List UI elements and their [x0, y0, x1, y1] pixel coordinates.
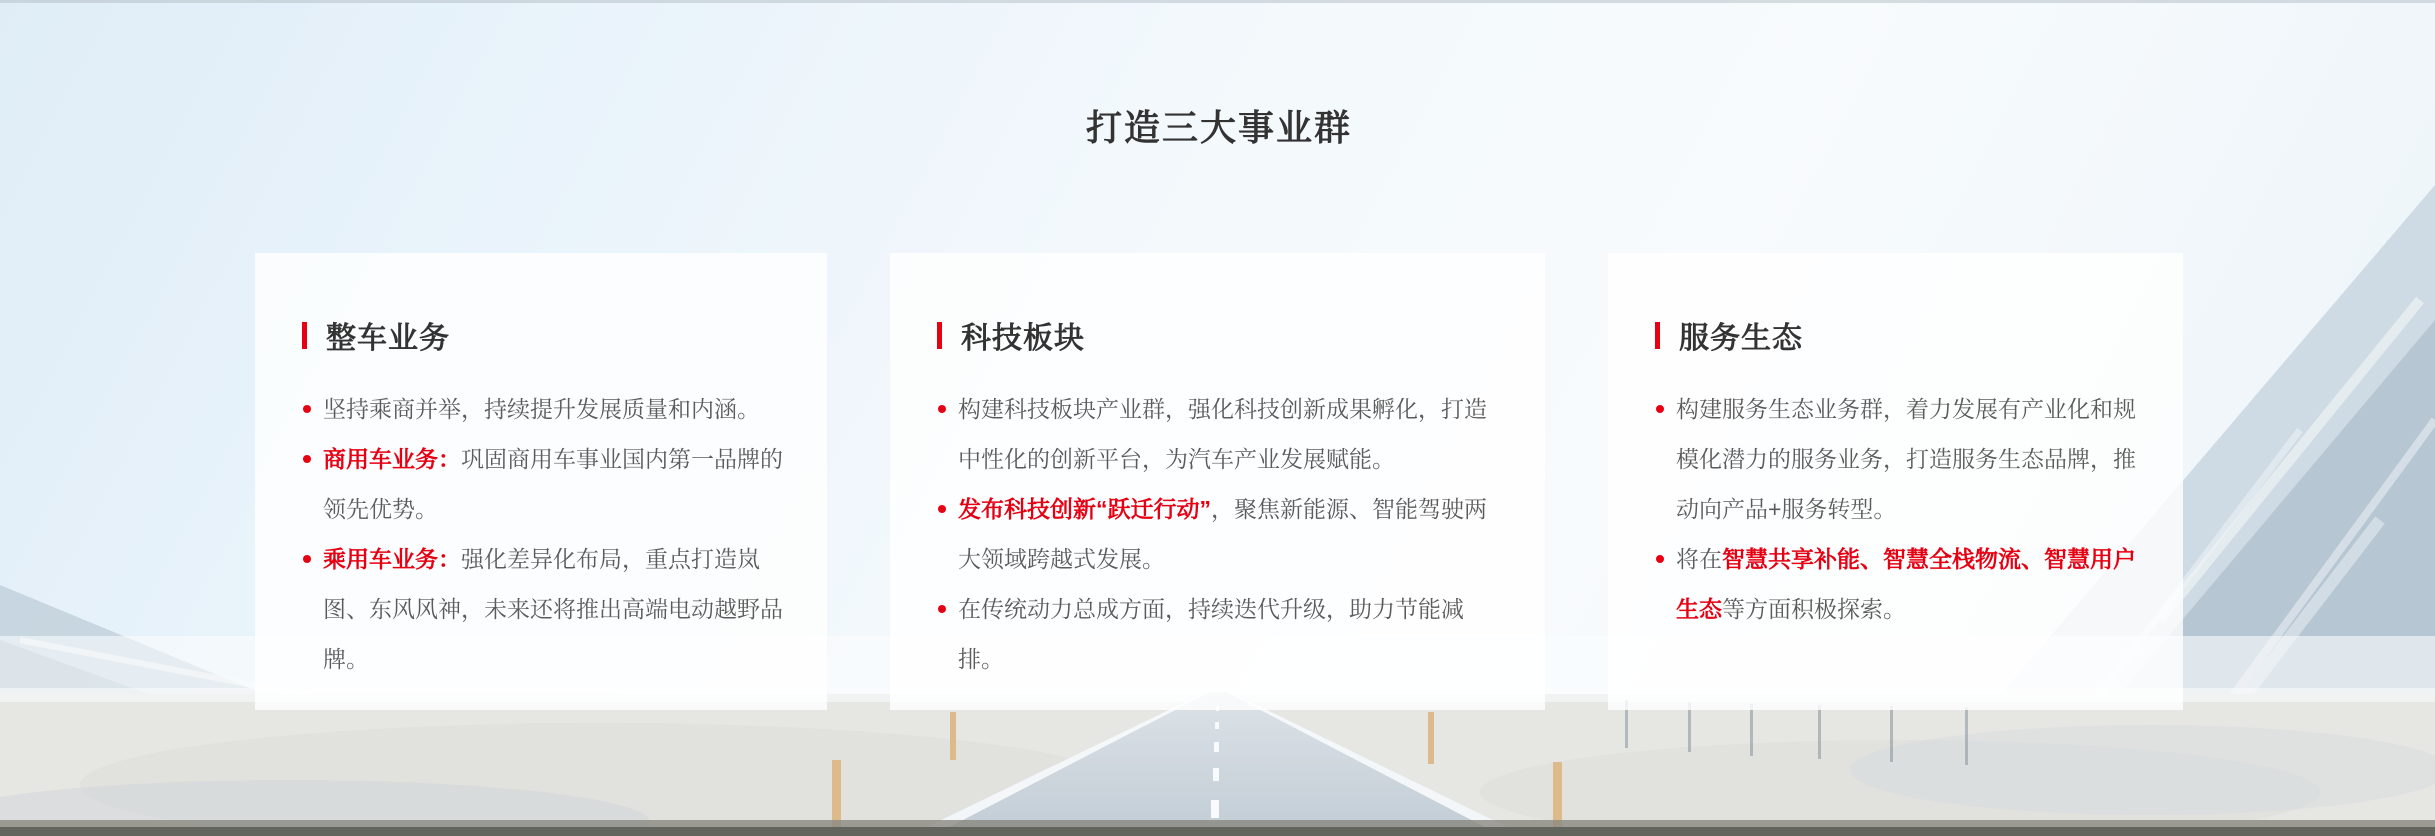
- business-groups-section: [255, 253, 2183, 710]
- card-title: 服务生态: [1679, 322, 1803, 355]
- bullet-dot-icon: [303, 455, 311, 463]
- bullet-text-emphasis: 发布科技创新“跃迁行动”: [958, 496, 1211, 522]
- card-technology-sector: [890, 253, 1545, 710]
- bullet-item: [937, 584, 1501, 684]
- card-heading: [1655, 313, 2139, 357]
- card-heading: [302, 313, 783, 357]
- bullet-dot-icon: [1656, 405, 1664, 413]
- bullet-text-emphasis: 智慧共享补能、智慧全栈物流、智慧用户生态: [1676, 546, 2136, 622]
- bullet-text: 构建科技板块产业群，强化科技创新成果孵化，打造中性化的创新平台，为汽车产业发展赋能。: [958, 396, 1487, 472]
- red-bar-icon: [302, 322, 307, 349]
- bullet-item: [1655, 384, 2139, 534]
- page-title: 打造三大事业群: [1085, 107, 1352, 148]
- card-vehicle-business: [255, 253, 827, 710]
- bullet-item: [1655, 534, 2139, 634]
- bullet-item: [302, 534, 783, 684]
- red-bar-icon: [937, 322, 942, 349]
- bullet-text: 巩固商用车事业国内第一品牌的领先优势。: [323, 446, 783, 522]
- card-service-ecosystem: [1608, 253, 2183, 710]
- bullet-dot-icon: [303, 405, 311, 413]
- bullet-dot-icon: [938, 505, 946, 513]
- bullet-dot-icon: [938, 605, 946, 613]
- red-bar-icon: [1655, 322, 1660, 349]
- bullet-text: 构建服务生态业务群，着力发展有产业化和规模化潜力的服务业务，打造服务生态品牌，推动向产品+服务转型。: [1676, 396, 2136, 522]
- card-title: 科技板块: [961, 322, 1085, 355]
- card-heading: [937, 313, 1501, 357]
- bullet-text: 在传统动力总成方面，持续迭代升级，助力节能减排。: [958, 596, 1464, 672]
- bullet-list: [302, 384, 783, 684]
- bullet-list: [937, 384, 1501, 684]
- bullet-text: 等方面积极探索。: [1722, 596, 1906, 622]
- bullet-dot-icon: [1656, 555, 1664, 563]
- bullet-text: 将在: [1676, 546, 1722, 572]
- bullet-item: [937, 484, 1501, 584]
- bullet-text: 强化差异化布局，重点打造岚图、东风风神，未来还将推出高端电动越野品牌。: [323, 546, 783, 672]
- card-title: 整车业务: [326, 322, 450, 355]
- bullet-item: [302, 384, 783, 434]
- bullet-text-emphasis: 乘用车业务：: [323, 546, 461, 572]
- bullet-dot-icon: [938, 405, 946, 413]
- bullet-item: [937, 384, 1501, 484]
- bullet-text: 坚持乘商并举，持续提升发展质量和内涵。: [323, 396, 760, 422]
- bullet-text: ，聚焦新能源、智能驾驶两大领域跨越式发展。: [958, 496, 1487, 572]
- bullet-dot-icon: [303, 555, 311, 563]
- bullet-text-emphasis: 商用车业务：: [323, 446, 461, 472]
- bullet-item: [302, 434, 783, 534]
- bullet-list: [1655, 384, 2139, 634]
